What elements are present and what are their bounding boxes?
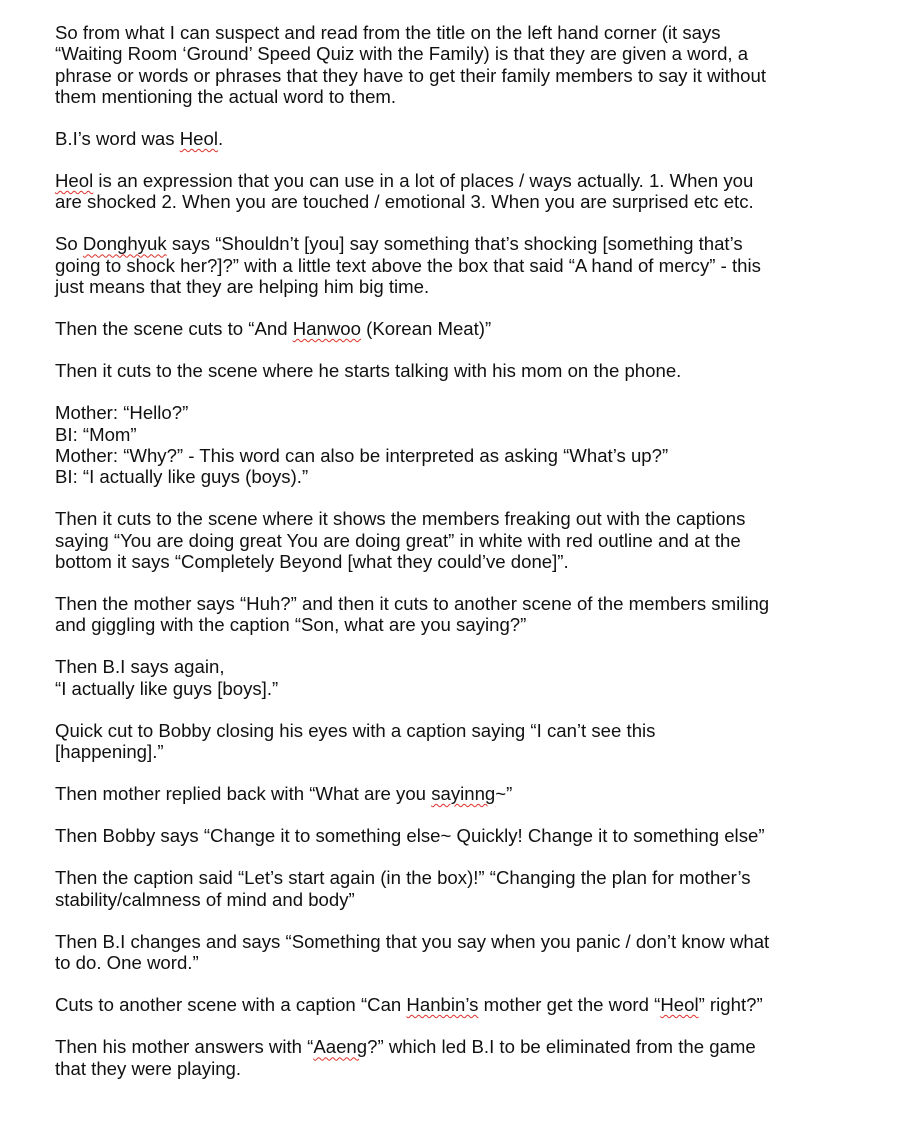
text-run: So	[55, 233, 83, 255]
paragraph	[55, 783, 885, 804]
text-line	[55, 86, 885, 107]
text-line	[55, 867, 885, 888]
paragraph	[55, 867, 885, 910]
spellcheck-flagged-word: Hanwoo	[292, 318, 361, 340]
text-line	[55, 360, 885, 381]
text-run: BI: “I actually like guys (boys).”	[55, 466, 309, 488]
text-run: says “Shouldn’t [you] say something that’s shocking [something that’s	[166, 233, 743, 255]
text-run: (Korean Meat)”	[360, 318, 492, 340]
text-line	[55, 255, 885, 276]
text-line	[55, 530, 885, 551]
text-run: is an expression that you can use in a lot of places / ways actually. 1. When you	[93, 170, 754, 192]
text-run: “Waiting Room ‘Ground’ Speed Quiz with the Family) is that they are given a word, a	[55, 43, 749, 65]
paragraph	[55, 593, 885, 636]
text-run: stability/calmness of mind and body”	[55, 888, 355, 910]
text-line	[55, 614, 885, 635]
spellcheck-flagged-word: Heol	[55, 170, 94, 192]
text-run: So from what I can suspect and read from the title on the left hand corner (it says	[55, 22, 721, 43]
text-run: Then the caption said “Let’s start again (in the box)!” “Changing the plan for mother’s	[55, 867, 751, 889]
text-run: ~”	[495, 783, 513, 805]
text-line	[55, 889, 885, 910]
text-line	[55, 678, 885, 699]
text-run: Quick cut to Bobby closing his eyes with a caption saying “I can’t see this	[55, 719, 656, 741]
text-run: Then mother replied back with “What are you	[55, 783, 432, 805]
text-run: going to shock her?]?” with a little text above the box that said “A hand of mercy” - this	[55, 254, 761, 276]
text-line	[55, 783, 885, 804]
text-run: [happening].”	[55, 741, 164, 763]
text-run: Then it cuts to the scene where he starts talking with his mom on the phone.	[55, 360, 682, 382]
text-run: “I actually like guys [boys].”	[55, 677, 279, 699]
paragraph	[55, 402, 885, 487]
paragraph	[55, 656, 885, 699]
paragraph	[55, 825, 885, 846]
text-run: .	[217, 127, 224, 149]
text-line	[55, 994, 885, 1015]
spellcheck-flagged-word: sayinng	[431, 783, 496, 805]
text-run: them mentioning the actual word to them.	[55, 85, 397, 107]
text-line	[55, 170, 885, 191]
text-run: mother get the word “	[478, 994, 661, 1016]
text-run: that they were playing.	[55, 1057, 242, 1079]
paragraph	[55, 233, 885, 297]
paragraph	[55, 22, 885, 107]
text-line	[55, 720, 885, 741]
text-line	[55, 931, 885, 952]
text-run: Then Bobby says “Change it to something else~ Quickly! Change it to something else”	[55, 825, 765, 847]
text-run: Mother: “Why?” - This word can also be interpreted as asking “What’s up?”	[55, 444, 669, 466]
text-line	[55, 656, 885, 677]
text-run: bottom it says “Completely Beyond [what they could’ve done]”.	[55, 550, 569, 572]
text-run: BI: “Mom”	[55, 423, 137, 445]
spellcheck-flagged-word: Donghyuk	[82, 233, 167, 255]
text-run: ” right?”	[698, 994, 763, 1016]
text-line	[55, 191, 885, 212]
paragraph	[55, 1036, 885, 1079]
text-line	[55, 402, 885, 423]
text-line	[55, 318, 885, 339]
text-run: and giggling with the caption “Son, what are you saying?”	[55, 614, 527, 636]
spellcheck-flagged-word: Hanbin’s	[406, 994, 479, 1016]
text-run: just means that they are helping him big time.	[55, 276, 430, 298]
text-line	[55, 22, 885, 43]
text-run: to do. One word.”	[55, 952, 199, 974]
text-run: Then his mother answers with “	[55, 1036, 314, 1058]
text-line	[55, 508, 885, 529]
spellcheck-flagged-word: Aaeng	[313, 1036, 368, 1058]
text-run: Cuts to another scene with a caption “Can	[55, 994, 407, 1016]
paragraph	[55, 318, 885, 339]
text-line	[55, 466, 885, 487]
text-run: Mother: “Hello?”	[55, 402, 189, 424]
text-run: are shocked 2. When you are touched / emotional 3. When you are surprised etc etc.	[55, 191, 754, 213]
text-run: phrase or words or phrases that they have to get their family members to say it without	[55, 64, 767, 86]
text-run: Then the mother says “Huh?” and then it cuts to another scene of the members smiling	[55, 593, 770, 615]
text-line	[55, 43, 885, 64]
text-line	[55, 128, 885, 149]
spellcheck-flagged-word: Heol	[179, 127, 218, 149]
paragraph	[55, 170, 885, 213]
spellcheck-flagged-word: Heol	[660, 994, 699, 1016]
text-line	[55, 825, 885, 846]
text-line	[55, 551, 885, 572]
text-line	[55, 276, 885, 297]
paragraph	[55, 508, 885, 572]
text-line	[55, 1058, 885, 1079]
paragraph	[55, 931, 885, 974]
text-line	[55, 741, 885, 762]
paragraph	[55, 360, 885, 381]
paragraph	[55, 128, 885, 149]
text-run: Then the scene cuts to “And	[55, 318, 293, 340]
text-line	[55, 233, 885, 254]
text-line	[55, 65, 885, 86]
text-line	[55, 593, 885, 614]
paragraph	[55, 994, 885, 1015]
paragraph	[55, 720, 885, 763]
text-run: saying “You are doing great You are doing great” in white with red outline and at the	[55, 529, 741, 551]
text-run: ?” which led B.I to be eliminated from the game	[367, 1036, 756, 1058]
text-run: Then B.I says again,	[55, 656, 225, 678]
document-body	[55, 22, 885, 1100]
text-run: B.I’s word was	[55, 127, 180, 149]
text-run: Then it cuts to the scene where it shows the members freaking out with the captions	[55, 508, 746, 530]
text-line	[55, 1036, 885, 1057]
text-run: Then B.I changes and says “Something that you say when you panic / don’t know what	[55, 930, 770, 952]
text-line	[55, 952, 885, 973]
text-line	[55, 445, 885, 466]
text-line	[55, 424, 885, 445]
